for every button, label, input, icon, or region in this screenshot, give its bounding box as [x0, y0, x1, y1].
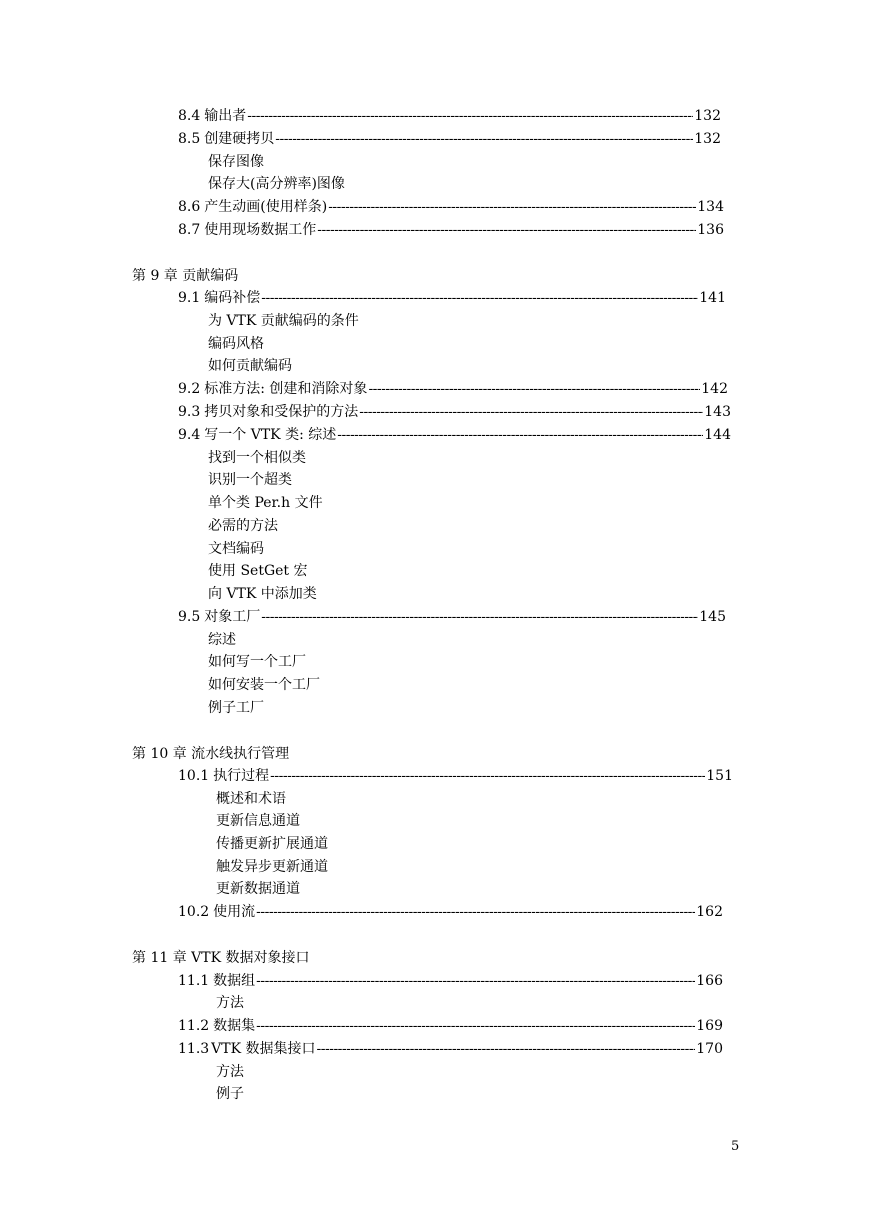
toc-subitem: 触发异步更新通道	[216, 859, 328, 875]
section-page-number: 162	[696, 904, 723, 920]
toc-subitem: 找到一个相似类	[208, 450, 306, 466]
section-title: 数据组	[213, 973, 256, 989]
toc-section-entry	[178, 609, 726, 625]
toc-subitem: 必需的方法	[208, 518, 278, 534]
section-number: 8.5	[178, 131, 201, 147]
dot-leader	[368, 381, 700, 397]
section-number: 9.3	[178, 404, 201, 420]
section-number: 9.1	[178, 290, 201, 306]
toc-section-entry	[178, 199, 724, 215]
chapter-heading: 第 9 章 贡献编码	[132, 268, 239, 284]
toc-subitem: 方法	[216, 1064, 244, 1080]
section-page-number: 136	[697, 222, 724, 238]
toc-section-entry	[178, 1018, 723, 1034]
section-number: 10.2	[178, 904, 210, 920]
toc-subitem: 保存图像	[208, 154, 264, 170]
toc-section-entry	[178, 768, 733, 784]
dot-leader	[317, 1041, 696, 1057]
section-number: 8.4	[178, 108, 201, 124]
dot-leader	[261, 290, 698, 306]
section-page-number: 132	[694, 108, 721, 124]
section-title: VTK 数据集接口	[211, 1041, 316, 1057]
dot-leader	[328, 199, 696, 215]
toc-subitem: 文档编码	[208, 541, 264, 557]
section-page-number: 170	[696, 1041, 723, 1057]
dot-leader	[256, 1018, 695, 1034]
toc-section-entry	[178, 973, 723, 989]
section-number: 10.1	[178, 768, 210, 784]
toc-section-entry	[178, 404, 731, 420]
section-title: 创建硬拷贝	[204, 131, 275, 147]
toc-subitem: 方法	[216, 995, 244, 1011]
toc-subitem: 如何安装一个工厂	[208, 677, 320, 693]
dot-leader	[256, 973, 695, 989]
section-number: 8.6	[178, 199, 201, 215]
section-title: 产生动画(使用样条)	[204, 199, 328, 215]
section-number: 11.1	[178, 973, 210, 989]
section-title: 使用流	[213, 904, 256, 920]
toc-subitem: 编码风格	[208, 336, 264, 352]
toc-subitem: 更新数据通道	[216, 881, 300, 897]
toc-subitem: 例子工厂	[208, 700, 264, 716]
chapter-heading: 第 10 章 流水线执行管理	[132, 746, 290, 762]
dot-leader	[256, 904, 695, 920]
toc-subitem: 如何写一个工厂	[208, 654, 306, 670]
section-title: 输出者	[204, 108, 247, 124]
toc-subitem: 识别一个超类	[208, 472, 292, 488]
dot-leader	[359, 404, 703, 420]
section-number: 11.3	[178, 1041, 210, 1057]
toc-subitem: 更新信息通道	[216, 813, 300, 829]
dot-leader	[317, 222, 696, 238]
section-title: 编码补偿	[204, 290, 261, 306]
section-page-number: 144	[704, 427, 731, 443]
dot-leader	[337, 427, 703, 443]
section-number: 9.5	[178, 609, 201, 625]
section-title: 对象工厂	[204, 609, 261, 625]
toc-subitem: 如何贡献编码	[208, 358, 292, 374]
toc-section-entry	[178, 904, 723, 920]
toc-section-entry	[178, 131, 721, 147]
toc-subitem: 例子	[216, 1086, 244, 1102]
page-number: 5	[731, 1139, 740, 1154]
section-number: 11.2	[178, 1018, 210, 1034]
section-page-number: 169	[696, 1018, 723, 1034]
section-page-number: 134	[697, 199, 724, 215]
dot-leader	[247, 108, 693, 124]
section-title: 拷贝对象和受保护的方法	[204, 404, 359, 420]
section-page-number: 132	[694, 131, 721, 147]
section-number: 8.7	[178, 222, 201, 238]
dot-leader	[261, 609, 698, 625]
chapter-heading: 第 11 章 VTK 数据对象接口	[132, 950, 310, 966]
toc-section-entry	[178, 222, 724, 238]
section-page-number: 143	[704, 404, 731, 420]
dot-leader	[270, 768, 705, 784]
toc-section-entry	[178, 108, 721, 124]
toc-subitem: 单个类 Per.h 文件	[208, 495, 323, 511]
toc-subitem: 传播更新扩展通道	[216, 836, 328, 852]
toc-subitem: 向 VTK 中添加类	[208, 586, 317, 602]
section-page-number: 166	[696, 973, 723, 989]
section-title: 使用现场数据工作	[204, 222, 317, 238]
toc-section-entry	[178, 290, 726, 306]
section-page-number: 142	[701, 381, 728, 397]
section-number: 9.4	[178, 427, 201, 443]
section-page-number: 145	[699, 609, 726, 625]
section-title: 数据集	[213, 1018, 256, 1034]
toc-subitem: 综述	[208, 632, 236, 648]
section-page-number: 151	[706, 768, 733, 784]
toc-subitem: 概述和术语	[216, 791, 286, 807]
toc-subitem: 为 VTK 贡献编码的条件	[208, 313, 359, 329]
section-title: 执行过程	[213, 768, 270, 784]
toc-subitem: 使用 SetGet 宏	[208, 563, 308, 579]
section-title: 标准方法: 创建和消除对象	[204, 381, 368, 397]
section-page-number: 141	[699, 290, 726, 306]
section-title: 写一个 VTK 类: 综述	[204, 427, 337, 443]
dot-leader	[275, 131, 693, 147]
section-number: 9.2	[178, 381, 201, 397]
toc-section-entry	[178, 381, 728, 397]
toc-section-entry	[178, 1041, 723, 1057]
toc-section-entry	[178, 427, 731, 443]
toc-subitem: 保存大(高分辨率)图像	[208, 176, 345, 192]
